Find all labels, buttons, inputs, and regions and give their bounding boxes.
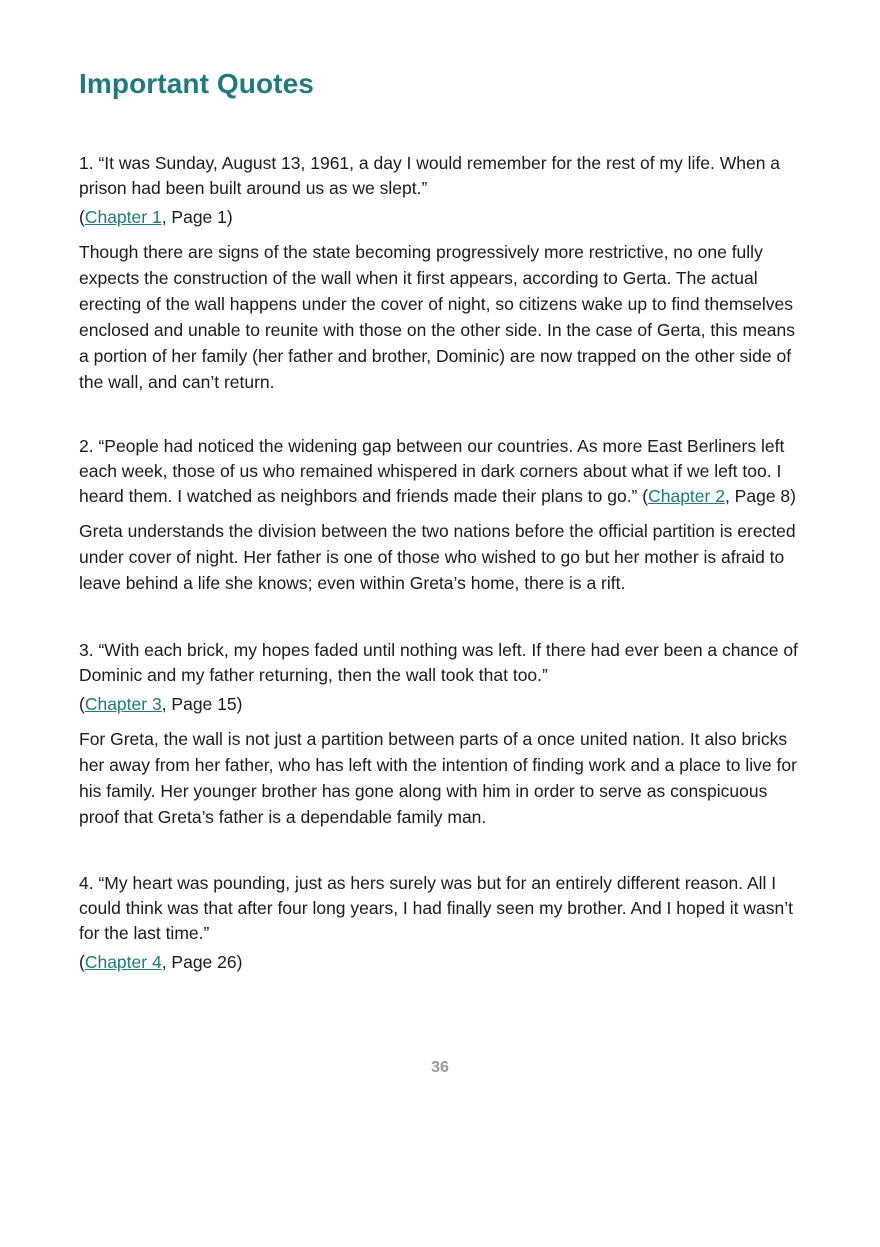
page-title: Important Quotes xyxy=(79,68,314,99)
citation-open: ( xyxy=(79,694,85,714)
quote-body: “My heart was pounding, just as hers surely was but for an entirely different reason. All I could think was that after four long years, I had finally seen my brother. And I hoped it wasn’t for the last time.” xyxy=(79,873,794,943)
quote-number: 3. xyxy=(79,640,94,660)
quote-body: “With each brick, my hopes faded until nothing was left. If there had ever been a chance of Dominic and my father returning, then the wall took that too.” xyxy=(79,640,798,685)
quote-citation xyxy=(79,692,807,717)
citation-page: , Page 26) xyxy=(161,952,243,972)
quote-4 xyxy=(79,871,807,975)
quote-number: 1. xyxy=(79,153,94,173)
page-number: 36 xyxy=(431,1059,449,1076)
chapter-4-link[interactable]: Chapter 4 xyxy=(84,952,162,972)
citation-open: ( xyxy=(637,486,649,506)
citation-page: , Page 8) xyxy=(724,486,796,506)
citation-page: , Page 15) xyxy=(161,694,243,714)
quote-number: 2. xyxy=(79,436,94,456)
quote-text xyxy=(79,151,807,201)
quote-citation xyxy=(79,950,807,975)
chapter-3-link[interactable]: Chapter 3 xyxy=(84,694,162,714)
quote-analysis: Though there are signs of the state becoming progressively more restrictive, no one fully expects the construction of the wall when it first appears, according to Gerta. The actual erecting of the wall happens under the cover of night, so citizens wake up to find themselves enclosed and unable to reunite with those on the other side. In the case of Gerta, this means a portion of her family (her father and brother, Dominic) are now trapped on the other side of the wall, and can’t return. xyxy=(79,242,796,392)
quote-body: “People had noticed the widening gap between our countries. As more East Berliners left each week, those of us who remained whispered in dark corners about what if we left too. I heard them. I watched as neighbors and friends made their plans to go.” xyxy=(79,436,785,506)
citation-open: ( xyxy=(79,207,85,227)
chapter-1-link[interactable]: Chapter 1 xyxy=(84,207,162,227)
quote-citation xyxy=(79,205,807,230)
quote-text xyxy=(79,638,807,688)
chapter-2-link[interactable]: Chapter 2 xyxy=(648,486,725,506)
quote-2 xyxy=(79,434,807,596)
citation-page: , Page 1) xyxy=(161,207,233,227)
quote-text xyxy=(79,871,807,946)
quote-body: “It was Sunday, August 13, 1961, a day I would remember for the rest of my life. When a prison had been built around us as we slept.” xyxy=(79,153,781,198)
quote-number: 4. xyxy=(79,873,94,893)
citation-open: ( xyxy=(79,952,85,972)
quote-analysis: For Greta, the wall is not just a partition between parts of a once united nation. It also bricks her away from her father, who has left with the intention of finding work and a place to live for his family. Her younger brother has gone along with him in order to serve as conspicuous proof that Greta’s father is a dependable family man. xyxy=(79,729,797,827)
quote-text xyxy=(79,434,807,509)
quote-analysis: Greta understands the division between the two nations before the official partition is erected under cover of night. Her father is one of those who wished to go but her mother is afraid to leave behind a life she knows; even within Greta’s home, there is a rift. xyxy=(79,521,796,593)
quote-3 xyxy=(79,638,807,830)
quote-1 xyxy=(79,151,807,395)
